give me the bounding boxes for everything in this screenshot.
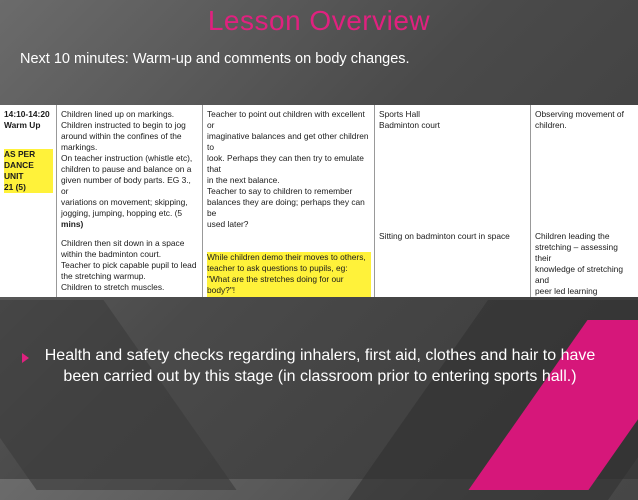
table-text-line: markings. <box>61 142 98 152</box>
table-text-line: imaginative balances and get other children to <box>207 131 369 152</box>
slide-title: Lesson Overview <box>207 5 431 36</box>
table-text-line: Children instructed to begin to jog <box>61 120 186 130</box>
table-text-line: Teacher to pick capable pupil to lead <box>61 260 197 270</box>
table-col-time <box>0 105 56 297</box>
table-text-line: Sports Hall <box>379 109 420 119</box>
table-text-line: Children then sit down in a space <box>61 238 185 248</box>
slide-subtitle: Next 10 minutes: Warm-up and comments on body changes. <box>20 51 410 67</box>
dance-unit-highlight-2: DANCE UNIT <box>4 160 53 182</box>
table-text-line: mins) <box>61 219 84 229</box>
lesson-plan-table <box>0 105 638 297</box>
table-text-line: variations on movement; skipping, <box>61 197 188 207</box>
table-text-line: children. <box>535 120 567 130</box>
table-col-teacher-activity <box>202 105 374 297</box>
table-text-line-highlighted: "What are the stretches doing for our body?"! <box>207 274 371 296</box>
table-text-line: used later? <box>207 219 249 229</box>
table-text-line: in the next balance. <box>207 175 280 185</box>
slide-body-text: Health and safety checks regarding inhalers, first aid, clothes and hair to have been carried out by this stage (in classroom prior to entering sports hall.) <box>44 347 596 385</box>
dance-unit-highlight-1: AS PER <box>4 149 53 160</box>
table-text-line: Teacher to point out children with excellent or <box>207 109 365 130</box>
table-text-line: peer led learning <box>535 286 598 296</box>
table-text-line: Children leading the <box>535 231 610 241</box>
table-text-line: On teacher instruction (whistle etc), <box>61 153 193 163</box>
table-text-line: Badminton court <box>379 120 440 130</box>
dance-unit-highlight-3: 21 (5) <box>4 182 53 193</box>
activity-label: Warm Up <box>4 120 41 130</box>
table-text-line: around within the confines of the <box>61 131 182 141</box>
table-text-line: jogging, jumping, hopping etc. (5 <box>61 208 183 218</box>
table-text-line: Observing movement of <box>535 109 624 119</box>
table-text-line: look. Perhaps they can then try to emulate that <box>207 153 364 174</box>
table-text-line-highlighted: teacher to ask questions to pupils, eg: <box>207 263 371 274</box>
table-text-line: Children to stretch muscles. <box>61 282 165 292</box>
table-text-line: within the badminton court. <box>61 249 162 259</box>
bullet-arrow-icon <box>22 353 29 363</box>
table-text-line: children to pause and balance on a <box>61 164 192 174</box>
table-text-line: balances they are doing; perhaps they can be <box>207 197 365 218</box>
background-shape-left <box>0 300 237 490</box>
table-text-line: knowledge of stretching and <box>535 264 623 285</box>
table-text-line: Sitting on badminton court in space <box>379 231 510 241</box>
table-text-line: Children lined up on markings. <box>61 109 175 119</box>
table-col-children-activity <box>56 105 202 297</box>
table-text-line: stretching – assessing their <box>535 242 618 263</box>
table-text-line-highlighted <box>207 296 371 297</box>
table-text-line: the stretching warmup. <box>61 271 146 281</box>
table-col-assessment <box>530 105 638 297</box>
table-text-line: given number of body parts. EG 3., or <box>61 175 191 196</box>
table-col-location <box>374 105 530 297</box>
time-range: 14:10-14:20 <box>4 109 50 119</box>
table-text-line: Teacher to say to children to remember <box>207 186 353 196</box>
table-text-line-highlighted: While children demo their moves to others, <box>207 252 371 263</box>
